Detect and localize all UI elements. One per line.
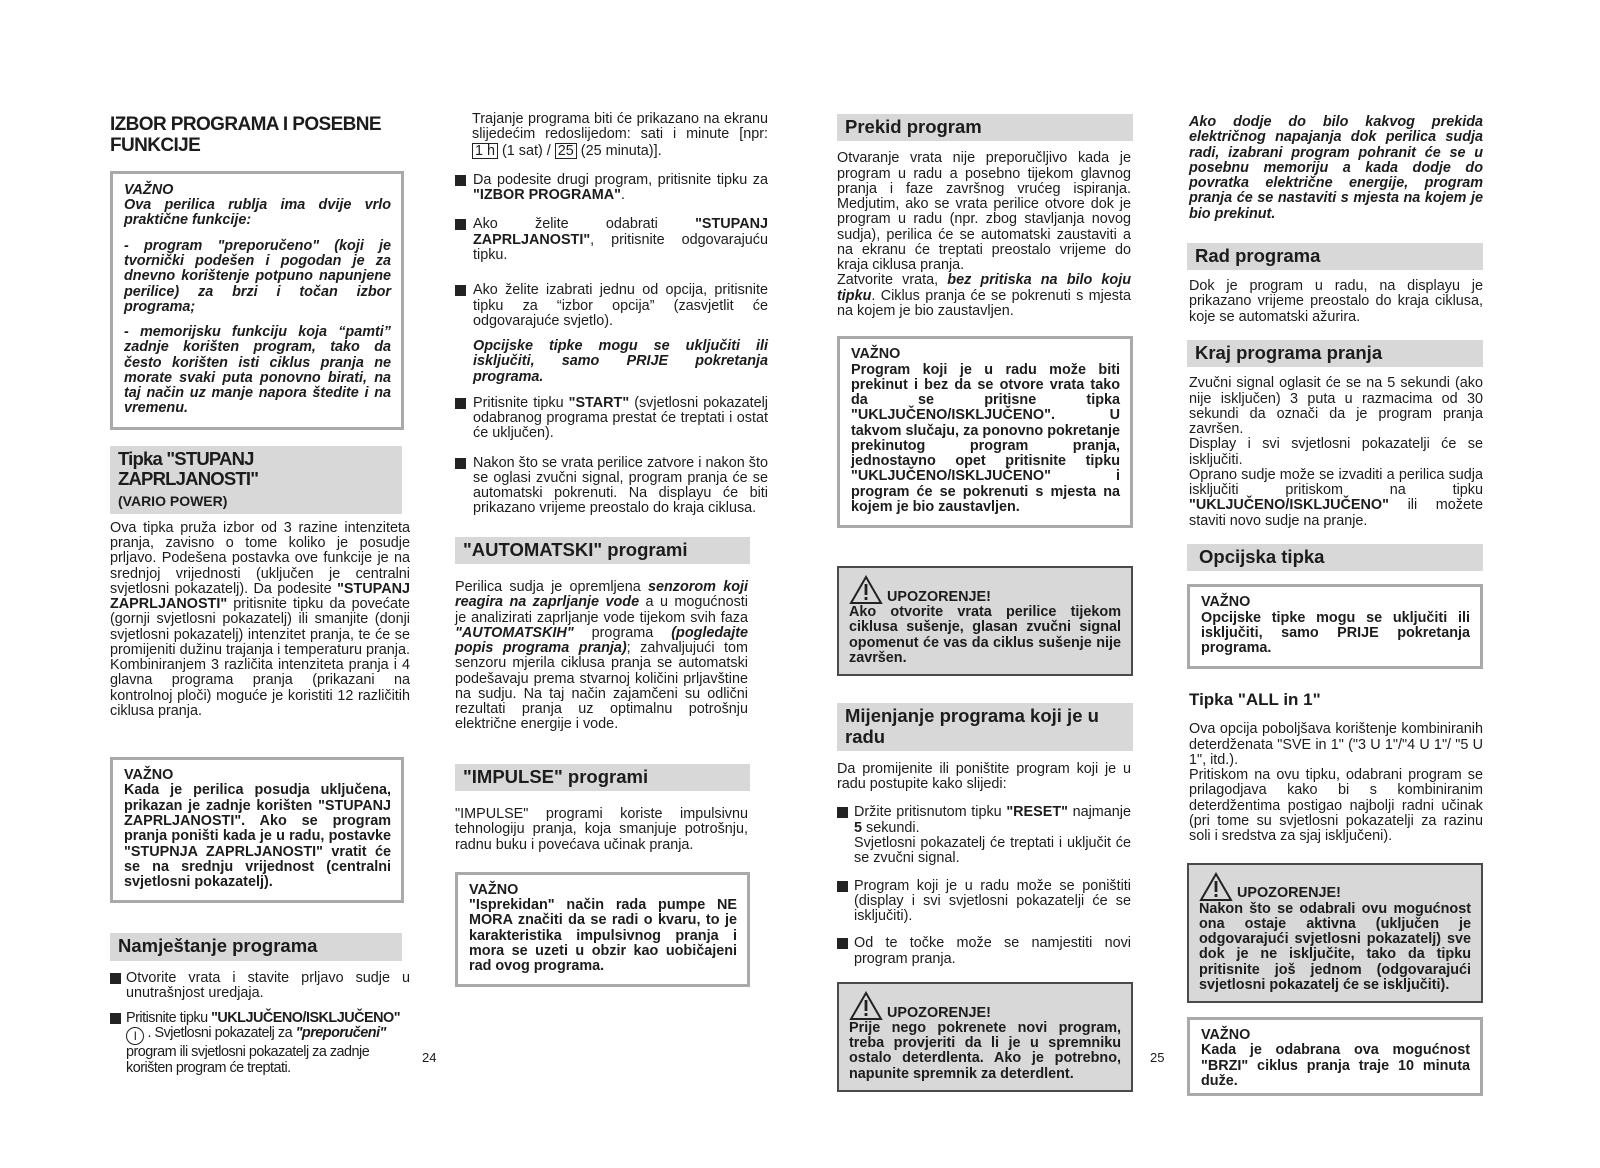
paragraph: Zvučni signal oglasit će se na 5 sekundi (ako nije isključen) 3 puta u razmacima od 30 sekundi da označi da je program pranja završen.	[1189, 375, 1483, 438]
text: (25 minuta)].	[576, 142, 662, 159]
text: "IZBOR PROGRAMA"	[473, 187, 621, 204]
intro-paragraph: Ako dodje do bilo kakvog prekida električnog napajanja dok perilica sudja radi, izabrani program pohranit će se u posebnu memoriju a kada dodje do povratka električne energije, program pranja će se nastaviti s mjesta na kojem je bio prekinut.	[1189, 114, 1483, 222]
important-box-options	[1187, 584, 1483, 669]
important-box-brzi	[1187, 1017, 1483, 1096]
important-box-interrupt	[837, 336, 1133, 528]
paragraph	[1189, 468, 1483, 529]
text: . Svjetlosni pokazatelj za	[144, 1025, 296, 1042]
column-2	[455, 111, 768, 987]
warning-icon	[1199, 872, 1233, 902]
important-text: Opcijske tipke mogu se uključiti ili isključiti, samo PRIJE pokretanja programa.	[1201, 609, 1470, 657]
text: program ili svjetlosni pokazatelj za zadnje korišten program će treptati.	[126, 1044, 370, 1076]
section-heading-kraj: Kraj programa pranja	[1187, 340, 1483, 367]
important-label: VAŽNO	[1201, 594, 1251, 611]
list-item	[837, 805, 1131, 866]
text: "preporučeni"	[295, 1025, 386, 1042]
text: "START"	[568, 394, 630, 411]
text: Ova tipka pruža izbor od 3 razine intenziteta pranja, zavisno o tome koliko je posudje prljavo. Podešena postavka ove funkcije je na srednjoj vrijednosti (uključen je centralni svjetlosni pokazatelj). Da podesite	[110, 519, 410, 597]
paragraph: Pritiskom na ovu tipku, odabrani program se prilagodjava kako bi s kombiniranim deterdžentima postigao najbolji radni učinak (pri tome su svjetlosni pokazatelji za razinu soli i sredstva za sjaj isključeni).	[1189, 767, 1483, 845]
paragraph: Da promijenite ili poništite program koji je u radu postupite kako slijedi:	[837, 760, 1131, 793]
text: 5	[854, 819, 863, 836]
paragraph	[837, 151, 1131, 319]
important-box-last-used	[110, 757, 404, 903]
important-label: VAŽNO	[469, 881, 519, 898]
text: (svjetlosni pokazatelj odabranog programa prestat će treptati i ostat će uključen).	[473, 394, 768, 442]
text: Trajanje programa biti će prikazano na ekranu slijedećim redoslijedom: sati i minute [npr:	[472, 111, 768, 143]
text: Držite pritisnutom tipku	[854, 804, 1007, 821]
text: (pogledajte popis programa pranja)	[455, 624, 748, 657]
page-title: IZBOR PROGRAMA I POSEBNE FUNKCIJE	[110, 114, 381, 157]
list-item	[455, 456, 768, 517]
text: Ako želite odabrati	[473, 216, 696, 233]
section-heading-impulse: "IMPULSE" programi	[455, 764, 750, 791]
text: (1 sat) /	[498, 142, 555, 159]
text: Pritisnite tipku	[473, 394, 569, 411]
text: a u mogućnosti je analizirati zaprljanje vode tijekom svih faza	[455, 594, 748, 626]
text: bez pritiska na bilo koju tipku	[837, 272, 1132, 304]
list-item	[837, 879, 1131, 925]
warning-box-allin1	[1187, 863, 1483, 1004]
display-key: 25	[555, 143, 577, 159]
heading-subtext: (VARIO POWER)	[118, 493, 228, 510]
list-item	[837, 936, 1131, 967]
paragraph	[455, 580, 748, 733]
section-heading-rad: Rad programa	[1187, 243, 1483, 270]
important-box-functions	[110, 171, 404, 430]
note: Opcijske tipke mogu se uključiti ili isključiti, samo PRIJE pokretanja programa.	[473, 338, 768, 385]
text: pritisnite tipku da povećate (gornji svjetlosni pokazatelj) ili smanjite (donji svjetlosni pokazatelj) intenzitet pranja, te će se promijeniti dužinu trajanja i temperaturu pranja.	[110, 596, 410, 658]
important-box-impulse	[455, 872, 750, 988]
text: Ako želite izabrati jednu od opcija, pritisnite tipku za “izbor opcija” (zasvjetlit će odgovarajuće svjetlo).	[473, 282, 768, 329]
text: Otvorite vrata i stavite prljavo sudje u unutrašnjost uredjaja.	[126, 969, 410, 1001]
text: "RESET"	[1006, 804, 1068, 821]
subheading-allin1: Tipka "ALL in 1"	[1189, 690, 1321, 710]
section-heading-stupanj	[110, 446, 402, 514]
text: Pritisnite tipku	[126, 1010, 212, 1027]
list-item	[110, 971, 410, 1002]
text: "STUPANJ ZAPRLJANOSTI"	[473, 216, 768, 248]
important-item: - program "preporučeno" (koji je tvornički podešen i pogodan je za dnevno korištenje potpuno napunjene perilice) za brzi i točan izbor programa;	[124, 237, 391, 315]
list-item	[455, 217, 768, 263]
warning-label: UPOZORENJE!	[887, 1004, 991, 1021]
page-number: 25	[1150, 1050, 1165, 1065]
column-1	[110, 114, 410, 1076]
warning-label: UPOZORENJE!	[887, 588, 991, 605]
list-item	[455, 396, 768, 442]
text: , pritisnite odgovarajuću tipku.	[473, 231, 768, 263]
heading-text: Tipka "STUPANJ ZAPRLJANOSTI"	[118, 447, 259, 489]
text: Da podesite drugi program, pritisnite tipku za	[473, 171, 768, 188]
important-text: Kada je perilica posudja uključena, prikazan je zadnje korišten "STUPANJ ZAPRLJANOSTI". Ako se program pranja poništi kada je u radu, postavke "STUPNJA ZAPRLJANOSTI" vratit će se na srednju vrijednost (centralni svjetlosni pokazatelj).	[124, 782, 391, 891]
text: ; zahvaljujući tom senzoru mjerila ciklusa pranja se automatski podešavaju prema stvarnoj količini prljavštine na sudju. Na taj način zajamčeni su odlični rezultati pranja uz optimalnu potrošnju električne energije i vode.	[455, 640, 748, 733]
text: "AUTOMATSKIH"	[455, 624, 574, 641]
text: . Ciklus pranja će se pokrenuti s mjesta na kojem je bio zaustavljen.	[837, 287, 1131, 319]
important-intro: Ova perilica rublja ima dvije vrlo praktične funkcije:	[124, 197, 391, 229]
text: programa	[573, 624, 672, 641]
text: Od te točke može se namjestiti novi program pranja.	[854, 935, 1131, 967]
paragraph: Display i svi svjetlosni pokazatelji će se isključiti.	[1189, 436, 1483, 468]
warning-header	[1199, 872, 1471, 902]
paragraph: "IMPULSE" programi koriste impulsivnu tehnologiju pranja, koja smanjuje potrošnju, radnu buku i povećava učinak pranja.	[455, 806, 748, 853]
section-heading-namjestanje: Namještanje programa	[110, 933, 402, 960]
section-heading-prekid: Prekid program	[837, 114, 1133, 141]
text: Oprano sudje može se izvaditi a perilica sudja isključiti pritiskom na tipku	[1189, 466, 1483, 499]
list-item	[110, 1011, 410, 1076]
text: Svjetlosni pokazatelj će treptati i uključit će se zvučni signal.	[854, 835, 1131, 867]
warning-header	[849, 991, 1121, 1021]
important-text: Program koji je u radu može biti prekinut i bez da se otvore vrata tako da se pritisne tipka "UKLJUČENO/ISKLJUČENO". U takvom slučaju, za ponovno pokretanje prekinutog program pranja, jednostavno opet pritisnite tipku "UKLJUČENO/ISKLJUČENO" i program će se pokrenuti s mjesta na kojem je bio zaustavljen.	[851, 361, 1120, 515]
important-label: VAŽNO	[124, 181, 174, 198]
important-text: "Isprekidan" način rada pumpe NE MORA značiti da se radi o kvaru, to je karakteristika impulsivnog pranja i mora se uzeti u obzir kao uobičajeni rad ovog programa.	[469, 897, 737, 975]
text: Otvaranje vrata nije preporučljivo kada je program u radu a posebno tijekom glavnog pranja i faze završnog vrućeg ispiranja. Medjutim, ako se vrata perilice otvore dok je program u radu (npr. zbog stavljanja novog sudja), perilica će se automatski zaustaviti a na ekranu će treptati preostalo vrijeme do kraja ciklusa pranja.	[837, 150, 1131, 274]
warning-icon	[849, 991, 883, 1021]
warning-text: Ako otvorite vrata perilice tijekom ciklusa sušenje, glasan zvučni signal opomenut će vas da ciklus sušenje nije završen.	[849, 604, 1121, 666]
text: senzorom koji reagira na zaprljanje vode	[455, 579, 748, 611]
section-heading-mijenjanje: Mijenjanje programa koji je u radu	[837, 703, 1133, 751]
important-label: VAŽNO	[851, 346, 901, 363]
text: "UKLJUČENO/ISKLJUČENO"	[1189, 497, 1389, 514]
paragraph: Ova opcija poboljšava korištenje kombiniranih deterdženata "SVE in 1" ("3 U 1"/"4 U 1"/ "5 U 1", itd.).	[1189, 721, 1483, 768]
text: .	[620, 187, 625, 204]
text: Nakon što se vrata perilice zatvore i nakon što se oglasi zvučni signal, program pranja će se automatski pokrenuti. Na displayu će biti prikazano vrijeme preostalo do kraja ciklusa.	[473, 454, 768, 517]
text: "UKLJUČENO/ISKLJUČENO"	[211, 1010, 401, 1027]
important-text: Kada je odabrana ova mogućnost "BRZI" ciklus pranja traje 10 minuta duže.	[1201, 1042, 1470, 1089]
power-icon: I	[126, 1027, 144, 1045]
important-label: VAŽNO	[124, 767, 174, 784]
paragraph	[468, 112, 768, 159]
warning-text: Prije nego pokrenete novi program, treba provjeriti da li je u spremniku ostalo deterdlenta. Ako je potrebno, napunite spremnik za deterdlent.	[849, 1019, 1121, 1082]
warning-icon	[849, 575, 883, 605]
text: "STUPANJ ZAPRLJANOSTI"	[110, 580, 410, 613]
warning-text: Nakon što se odabrali ovu mogućnost ona ostaje aktivna (uključen je odgovarajući svjetlosni pokazatelj) sve dok je ne isključite, tako da tipku pritisnite još jednom (odgovarajući svjetlosni pokazatelj će se isključiti).	[1199, 900, 1471, 993]
warning-label: UPOZORENJE!	[1237, 885, 1341, 902]
list-item	[455, 283, 768, 329]
paragraph: Kombiniranjem 3 različita intenziteta pranja i 4 glavna programa pranja (prikazani na kontrolnoj ploči) moguće je koristiti 12 različitih ciklusa pranja.	[110, 657, 410, 719]
text: Zatvorite vrata,	[837, 272, 948, 289]
warning-box-detergent	[837, 982, 1133, 1092]
text: ili možete staviti novo sudje na pranje.	[1189, 497, 1483, 529]
list-item	[455, 173, 768, 204]
text: sekundi.	[862, 819, 920, 836]
display-key: 1 h	[472, 143, 498, 159]
page-number: 24	[422, 1050, 437, 1065]
warning-box-drying	[837, 566, 1133, 676]
paragraph	[110, 521, 410, 658]
text: najmanje	[1067, 804, 1131, 821]
column-4	[1189, 114, 1513, 1096]
text: Perilica sudja je opremljena	[455, 579, 648, 596]
important-item: - memorijsku funkciju koja “pamti” zadnje korišten program, tako da često korišten isti ciklus pranja ne morate svaki puta ponovno birati, na taj način uz manje napora štedite i na vremenu.	[124, 324, 391, 417]
important-label: VAŽNO	[1201, 1027, 1251, 1044]
warning-header	[849, 575, 1121, 605]
text: Program koji je u radu može se poništiti (display i svi svjetlosni pokazatelji će se isključiti).	[854, 877, 1131, 925]
column-3	[837, 114, 1165, 1092]
section-heading-opcijska: Opcijska tipka	[1187, 544, 1483, 571]
paragraph: Dok je program u radu, na displayu je prikazano vrijeme preostalo do kraja ciklusa, koje se automatski ažurira.	[1189, 278, 1483, 325]
section-heading-automatski: "AUTOMATSKI" programi	[455, 537, 750, 564]
